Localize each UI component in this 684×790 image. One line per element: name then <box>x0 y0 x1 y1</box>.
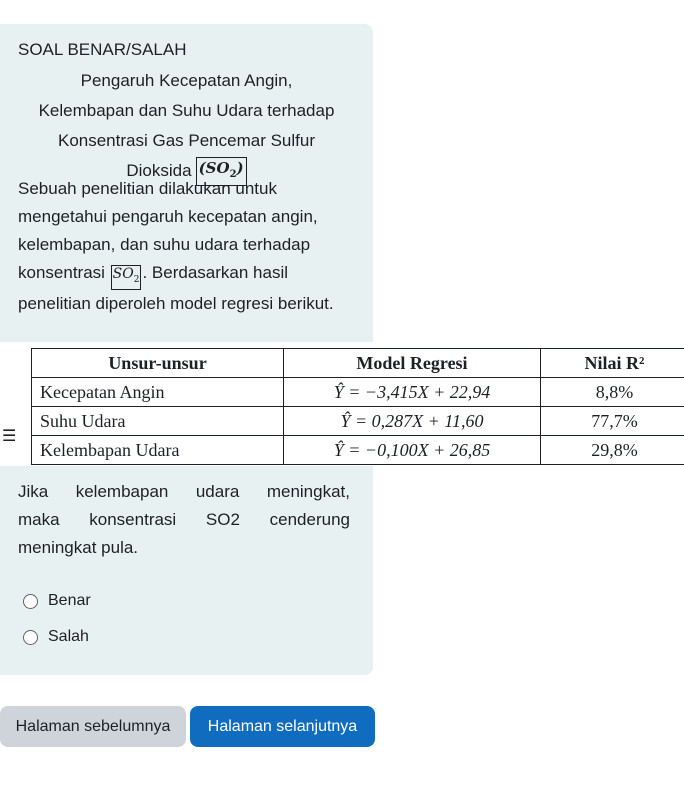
question-intro-text: Sebuah penelitian dilakukan untuk mengetahui pengaruh kecepatan angin, kelembapan, dan suhu udara terhadap konsentrasi $SO_2$ . Berdasarkan hasil penelitian diperoleh model regresi berikut. <box>18 179 334 313</box>
table-row <box>32 407 684 436</box>
option-salah[interactable] <box>23 628 89 646</box>
title-line: Pengaruh Kecepatan Angin, <box>80 71 293 90</box>
question-title <box>0 66 373 186</box>
radio-benar[interactable] <box>23 594 38 609</box>
table-row <box>32 436 684 465</box>
regression-table <box>31 348 684 465</box>
previous-page-button[interactable]: Halaman sebelumnya <box>0 706 186 747</box>
radio-salah[interactable] <box>23 630 38 645</box>
header-unsur: Unsur-unsur <box>32 349 284 378</box>
cell-unsur: Kelembapan Udara <box>32 436 284 465</box>
statement-line: Jika kelembapan udara meningkat, <box>18 482 350 501</box>
title-line: Kelembapan dan Suhu Udara terhadap <box>38 101 335 120</box>
table-header-row <box>32 349 684 378</box>
cell-model: Ŷ = −3,415X + 22,94 <box>284 378 541 407</box>
cell-nilai: 29,8% <box>541 436 684 465</box>
option-label[interactable]: Salah <box>48 628 89 645</box>
statement-line: maka konsentrasi SO2 cenderung <box>18 510 350 529</box>
so2-formula-image: $(SO_2)$ <box>196 157 247 186</box>
list-icon: ☰ <box>2 428 17 445</box>
table-row <box>32 378 684 407</box>
cell-nilai: 77,7% <box>541 407 684 436</box>
question-type-label: SOAL BENAR/SALAH <box>18 40 187 59</box>
cell-model: Ŷ = 0,287X + 11,60 <box>284 407 541 436</box>
title-last-word: Dioksida <box>126 161 192 180</box>
next-page-button[interactable]: Halaman selanjutnya <box>190 706 375 747</box>
cell-nilai: 8,8% <box>541 378 684 407</box>
cell-model: Ŷ = −0,100X + 26,85 <box>284 436 541 465</box>
header-nilai: Nilai R² <box>541 349 684 378</box>
question-statement <box>18 478 350 562</box>
title-line: Konsentrasi Gas Pencemar Sulfur <box>57 131 315 150</box>
option-benar[interactable] <box>23 592 91 610</box>
header-model: Model Regresi <box>284 349 541 378</box>
statement-line: meningkat pula. <box>18 538 139 557</box>
option-label[interactable]: Benar <box>48 592 91 609</box>
cell-unsur: Kecepatan Angin <box>32 378 284 407</box>
so2-formula-inline: $SO_2$ <box>111 265 142 290</box>
cell-unsur: Suhu Udara <box>32 407 284 436</box>
